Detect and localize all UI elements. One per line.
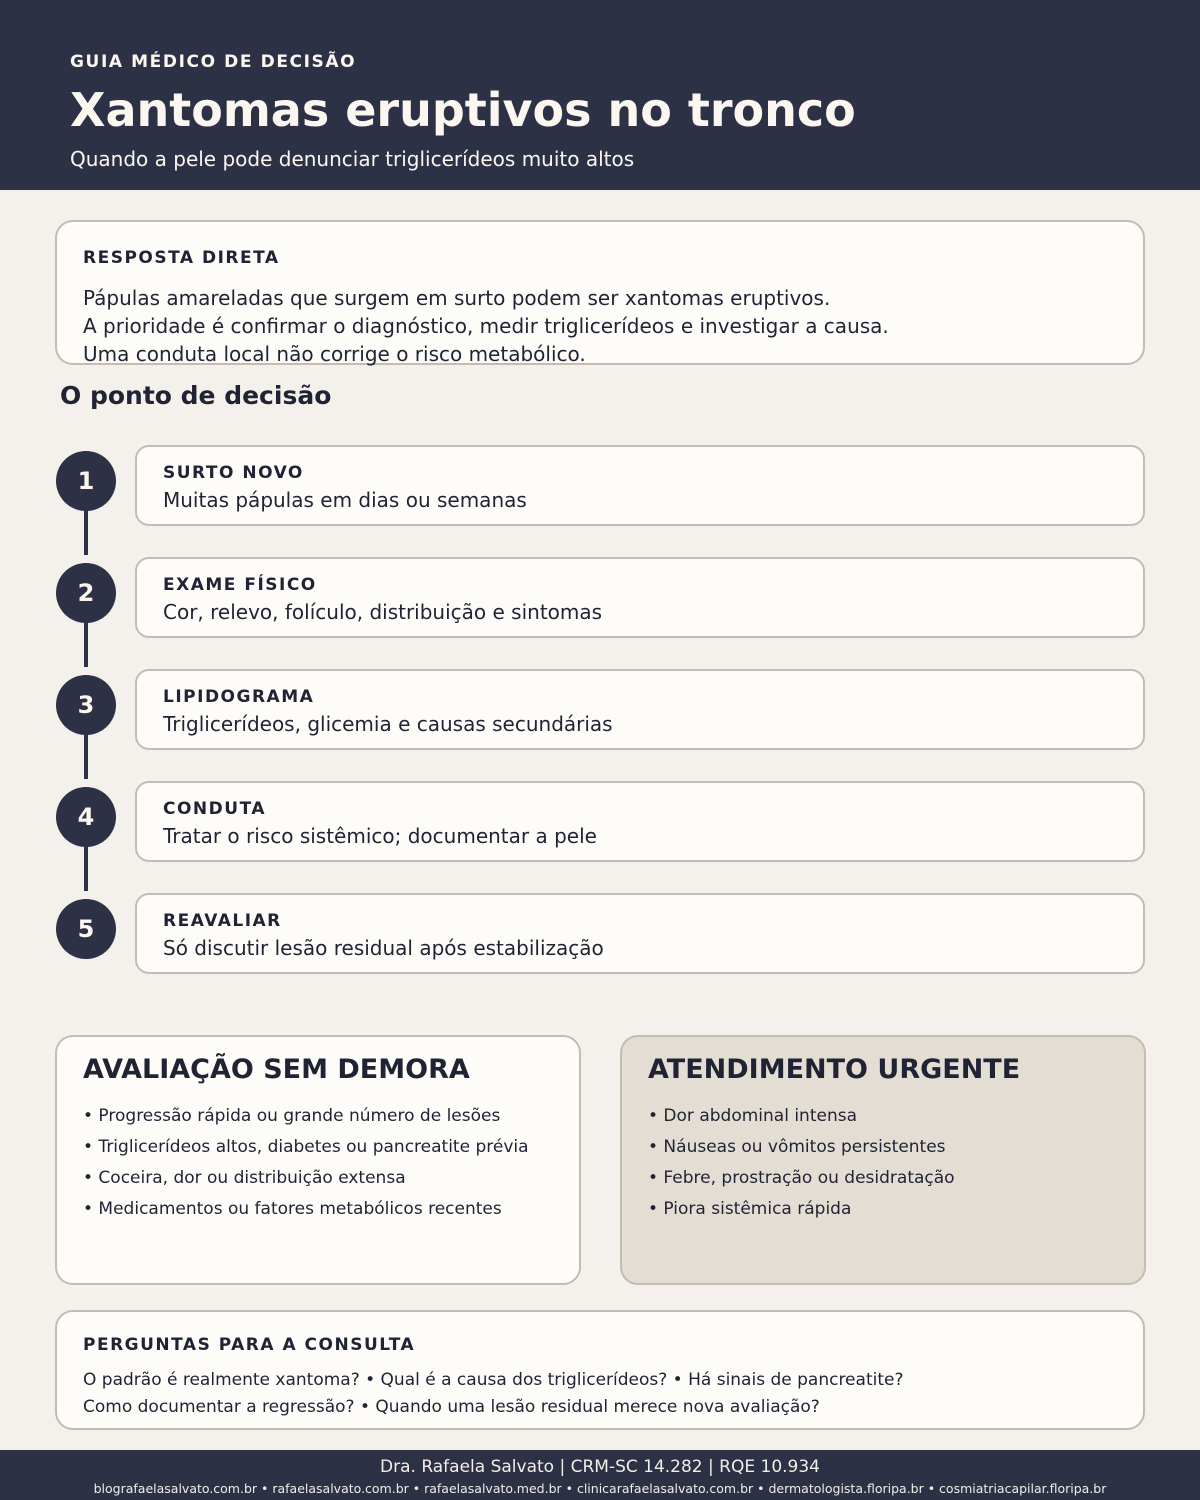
direct-answer-line: Pápulas amareladas que surgem em surto podem ser xantomas eruptivos. [83, 286, 831, 310]
step-description: Muitas pápulas em dias ou semanas [163, 488, 527, 512]
timeline-connector [84, 511, 88, 555]
direct-answer-text [83, 284, 889, 368]
list-item: • Triglicerídeos altos, diabetes ou pancreatite prévia [83, 1137, 529, 1157]
step-label: REAVALIAR [163, 911, 282, 931]
timeline-connector [84, 735, 88, 779]
list-item: • Febre, prostração ou desidratação [648, 1168, 955, 1188]
questions-line: O padrão é realmente xantoma? • Qual é a causa dos triglicerídeos? • Há sinais de pancreatite? [83, 1370, 904, 1390]
list-item: • Medicamentos ou fatores metabólicos recentes [83, 1199, 502, 1219]
step-label: LIPIDOGRAMA [163, 687, 315, 707]
step-number-badge: 1 [56, 451, 116, 511]
consultation-questions-label: PERGUNTAS PARA A CONSULTA [83, 1335, 416, 1355]
step-card [135, 893, 1145, 974]
step-label: SURTO NOVO [163, 463, 304, 483]
urgent-care-title: ATENDIMENTO URGENTE [648, 1054, 1021, 1085]
evaluation-title: AVALIAÇÃO SEM DEMORA [83, 1054, 470, 1085]
header [0, 0, 1200, 190]
step-description: Triglicerídeos, glicemia e causas secundárias [163, 712, 613, 736]
list-item: • Coceira, dor ou distribuição extensa [83, 1168, 406, 1188]
list-item: • Piora sistêmica rápida [648, 1199, 852, 1219]
footer-sites: blografaelasalvato.com.br • rafaelasalvato.com.br • rafaelasalvato.med.br • clinicarafaelasalvato.com.br • dermatologista.floripa.br • cosmiatriacapilar.floripa.br [93, 1481, 1107, 1496]
step-description: Só discutir lesão residual após estabilização [163, 936, 604, 960]
evaluation-list [83, 1101, 529, 1225]
footer-credit: Dra. Rafaela Salvato | CRM-SC 14.282 | RQE 10.934 [380, 1457, 820, 1477]
page-title: Xantomas eruptivos no tronco [70, 83, 856, 137]
step-card [135, 557, 1145, 638]
questions-line: Como documentar a regressão? • Quando uma lesão residual merece nova avaliação? [83, 1397, 820, 1417]
evaluation-box [55, 1035, 581, 1285]
list-item: • Dor abdominal intensa [648, 1106, 857, 1126]
urgent-care-box [620, 1035, 1146, 1285]
step-card [135, 669, 1145, 750]
footer [0, 1450, 1200, 1500]
header-eyebrow: GUIA MÉDICO DE DECISÃO [70, 52, 357, 72]
urgent-care-list [648, 1101, 955, 1225]
direct-answer-label: RESPOSTA DIRETA [83, 248, 280, 268]
list-item: • Progressão rápida ou grande número de lesões [83, 1106, 501, 1126]
step-label: CONDUTA [163, 799, 267, 819]
step-card [135, 445, 1145, 526]
consultation-questions-card [55, 1310, 1145, 1430]
step-number-badge: 2 [56, 563, 116, 623]
timeline-connector [84, 847, 88, 891]
decision-section-title: O ponto de decisão [60, 381, 332, 410]
step-description: Cor, relevo, folículo, distribuição e sintomas [163, 600, 603, 624]
direct-answer-card [55, 220, 1145, 365]
direct-answer-line: Uma conduta local não corrige o risco metabólico. [83, 342, 586, 366]
page-subtitle: Quando a pele pode denunciar triglicerídeos muito altos [70, 147, 635, 171]
step-description: Tratar o risco sistêmico; documentar a pele [163, 824, 597, 848]
timeline-connector [84, 623, 88, 667]
list-item: • Náuseas ou vômitos persistentes [648, 1137, 946, 1157]
consultation-questions-text [83, 1367, 903, 1421]
step-number-badge: 3 [56, 675, 116, 735]
direct-answer-line: A prioridade é confirmar o diagnóstico, medir triglicerídeos e investigar a causa. [83, 314, 889, 338]
step-label: EXAME FÍSICO [163, 575, 317, 595]
step-card [135, 781, 1145, 862]
step-number-badge: 5 [56, 899, 116, 959]
step-number-badge: 4 [56, 787, 116, 847]
